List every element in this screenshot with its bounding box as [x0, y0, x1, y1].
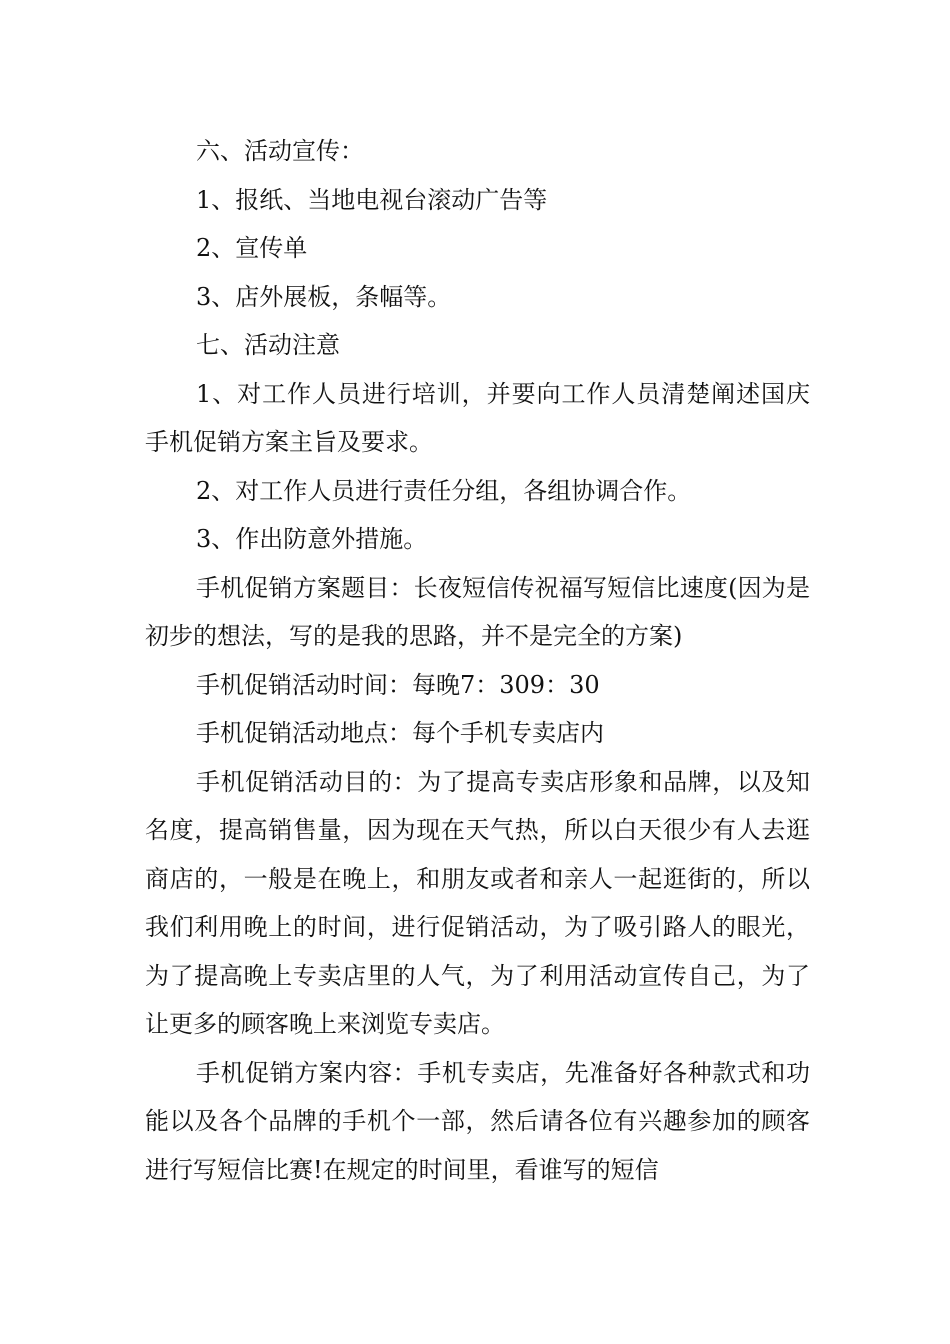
document-body — [145, 127, 810, 1194]
paragraph-plan-title: 手机促销方案题目：长夜短信传祝福写短信比速度(因为是初步的想法，写的是我的思路，并不是完全的方案) — [145, 573, 810, 650]
list-item: 1、对工作人员进行培训，并要向工作人员清楚阐述国庆手机促销方案主旨及要求。 — [145, 379, 810, 456]
section-heading-publicity: 六、活动宣传： — [196, 137, 364, 165]
list-item: 3、店外展板，条幅等。 — [196, 282, 452, 311]
list-item: 2、宣传单 — [196, 234, 308, 262]
section-heading-notes: 七、活动注意 — [196, 331, 340, 359]
list-item: 3、作出防意外措施。 — [196, 525, 428, 553]
paragraph-activity-time: 手机促销活动时间：每晚7：309：30 — [196, 670, 600, 699]
list-item: 1、报纸、当地电视台滚动广告等 — [196, 185, 548, 214]
paragraph-activity-purpose: 手机促销活动目的：为了提高专卖店形象和品牌，以及知名度，提高销售量，因为现在天气热，所以白天很少有人去逛商店的，一般是在晚上，和朋友或者和亲人一起逛街的，所以我们利用晚上的时间，进行促销活动，为了吸引路人的眼光，为了提高晚上专卖店里的人气，为了利用活动宣传自己，为了让更多的顾客晚上来浏览专卖店。 — [145, 767, 810, 1038]
paragraph-activity-location: 手机促销活动地点：每个手机专卖店内 — [196, 719, 604, 747]
list-item: 2、对工作人员进行责任分组，各组协调合作。 — [196, 476, 692, 505]
paragraph-plan-content: 手机促销方案内容：手机专卖店，先准备好各种款式和功能以及各个品牌的手机个一部，然后请各位有兴趣参加的顾客进行写短信比赛!在规定的时间里，看谁写的短信 — [145, 1058, 810, 1184]
